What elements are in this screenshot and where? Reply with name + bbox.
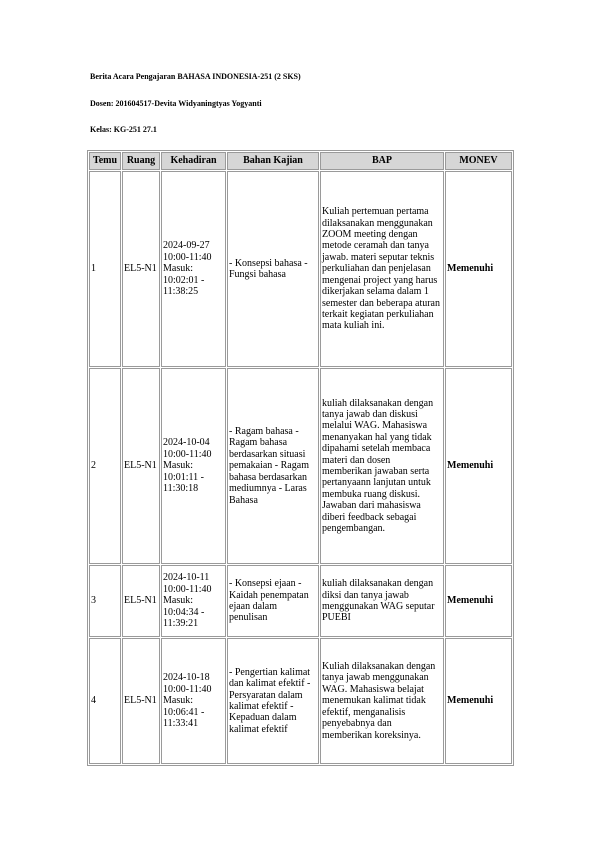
cell-monev: Memenuhi [445, 171, 512, 367]
cell-kehadiran: 2024-09-27 10:00-11:40 Masuk: 10:02:01 - 11:38:25 [161, 171, 226, 367]
cell-temu: 2 [89, 368, 121, 564]
cell-ruang: EL5-N1 [122, 638, 160, 764]
col-header-ruang: Ruang [122, 152, 160, 170]
table-row [89, 565, 512, 637]
cell-kehadiran: 2024-10-04 10:00-11:40 Masuk: 10:01:11 - 11:30:18 [161, 368, 226, 564]
cell-kehadiran: 2024-10-11 10:00-11:40 Masuk: 10:04:34 - 11:39:21 [161, 565, 226, 637]
cell-ruang: EL5-N1 [122, 171, 160, 367]
cell-temu: 3 [89, 565, 121, 637]
cell-bap: Kuliah dilaksanakan dengan tanya jawab menggunakan WAG. Mahasiswa belajat menemukan kalimat tidak efektif, menganalisis penyebabnya dan memberikan koreksinya. [320, 638, 444, 764]
col-header-bap: BAP [320, 152, 444, 170]
cell-monev: Memenuhi [445, 565, 512, 637]
cell-monev: Memenuhi [445, 638, 512, 764]
cell-temu: 1 [89, 171, 121, 367]
cell-bap: Kuliah pertemuan pertama dilaksanakan menggunakan ZOOM meeting dengan metode ceramah dan tanya jawab. materi seputar teknis perkuliahan dan penjelasan mengenai project yang harus dikerjakan selama dalam 1 semester dan beberapa aturan terkait kegiatan perkuliahan mata kuliah ini. [320, 171, 444, 367]
bap-table [87, 150, 514, 766]
cell-bahan-kajian: - Pengertian kalimat dan kalimat efektif - Persyaratan dalam kalimat efektif - Kepaduan dalam kalimat efektif [227, 638, 319, 764]
cell-temu: 4 [89, 638, 121, 764]
col-header-kehadiran: Kehadiran [161, 152, 226, 170]
course-title: Berita Acara Pengajaran BAHASA INDONESIA-251 (2 SKS) [90, 72, 301, 81]
table-header-row [89, 152, 512, 170]
cell-monev: Memenuhi [445, 368, 512, 564]
table-row [89, 638, 512, 764]
cell-kehadiran: 2024-10-18 10:00-11:40 Masuk: 10:06:41 - 11:33:41 [161, 638, 226, 764]
cell-bahan-kajian: - Konsepsi bahasa - Fungsi bahasa [227, 171, 319, 367]
cell-bahan-kajian: - Ragam bahasa - Ragam bahasa berdasarkan situasi pemakaian - Ragam bahasa berdasarkan mediumnya - Laras Bahasa [227, 368, 319, 564]
cell-bap: kuliah dilaksanakan dengan tanya jawab dan diskusi melalui WAG. Mahasiswa menanyakan hal yang tidak dipahami setelah membaca materi dan dosen memberikan jawaban serta pertanyaann lanjutan untuk membuka ruang diskusi. Jawaban dari mahasiswa diberi feedback sebagai pengembangan. [320, 368, 444, 564]
col-header-monev: MONEV [445, 152, 512, 170]
lecturer-name: Dosen: 201604517-Devita Widyaningtyas Yogyanti [90, 99, 262, 108]
class-name: Kelas: KG-251 27.1 [90, 125, 157, 134]
table-row [89, 171, 512, 367]
cell-bahan-kajian: - Konsepsi ejaan - Kaidah penempatan ejaan dalam penulisan [227, 565, 319, 637]
cell-ruang: EL5-N1 [122, 368, 160, 564]
col-header-bahan-kajian: Bahan Kajian [227, 152, 319, 170]
cell-bap: kuliah dilaksanakan dengan diksi dan tanya jawab menggunakan WAG seputar PUEBI [320, 565, 444, 637]
table-row [89, 368, 512, 564]
cell-ruang: EL5-N1 [122, 565, 160, 637]
col-header-temu: Temu [89, 152, 121, 170]
